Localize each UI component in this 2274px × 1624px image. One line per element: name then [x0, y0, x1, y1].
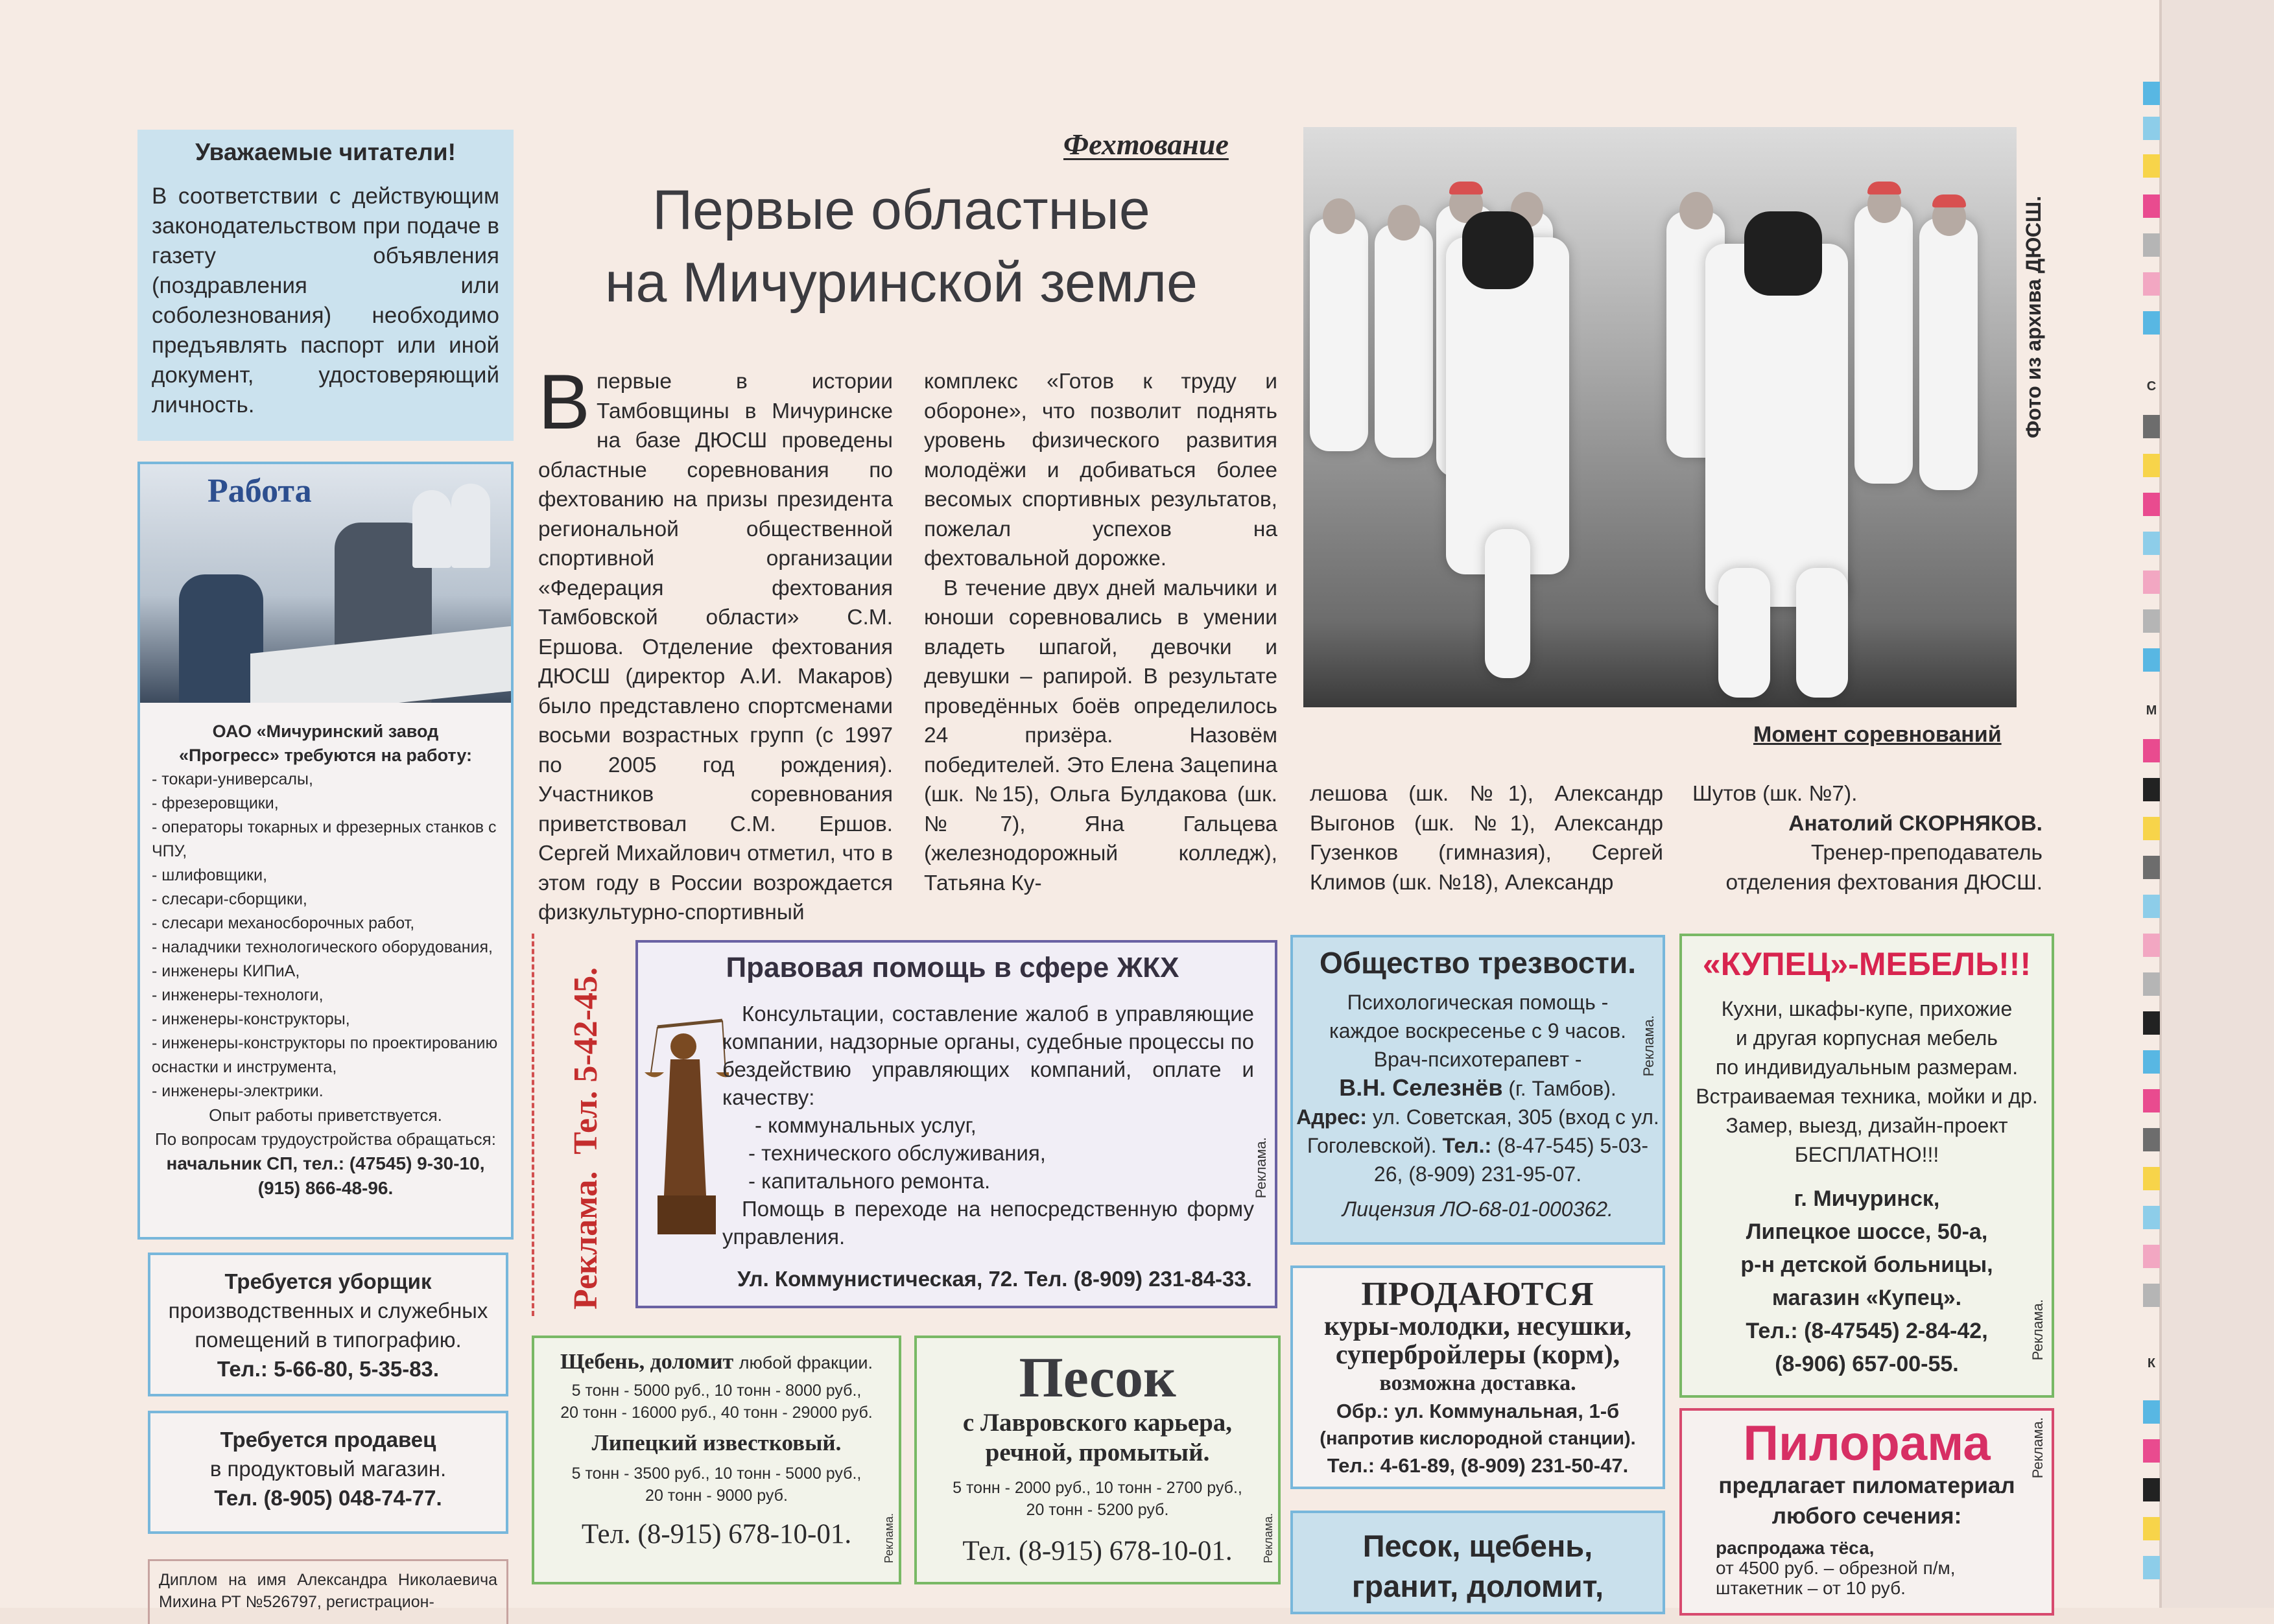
registration-letter-k: К: [2147, 1356, 2156, 1371]
jobs-experience: Опыт работы приветствуется.: [209, 1105, 442, 1125]
crushed-stone-title: Щебень, доломит: [560, 1350, 734, 1374]
sobriety-address: ул. Советская, 305 (вход с ул. Гоголевской).: [1307, 1105, 1659, 1157]
limestone-price: 20 тонн - 9000 руб.: [645, 1487, 788, 1505]
themis-statue-icon: [645, 1001, 729, 1241]
sand-phone: Тел. (8-915) 678-10-01.: [962, 1536, 1233, 1566]
kupec-line: и другая корпусная мебель: [1736, 1026, 1998, 1050]
photo-caption: Момент соревнований: [1753, 722, 2002, 747]
poultry-title: ПРОДАЮТСЯ: [1361, 1276, 1594, 1313]
sobriety-line3: Врач-психотерапевт -: [1373, 1048, 1582, 1071]
vertical-ad-label: [532, 934, 610, 1316]
sobriety-phone: (8-47-545) 5-03-26, (8-909) 231-95-07.: [1373, 1134, 1649, 1186]
legal-help-ad: [635, 940, 1277, 1308]
registration-mark: [2143, 739, 2160, 762]
sand-price: 5 тонн - 2000 руб., 10 тонн - 2700 руб.,: [953, 1479, 1242, 1497]
registration-mark: [2143, 272, 2160, 296]
list-item: - операторы токарных и фрезерных станков с ЧПУ,: [152, 818, 497, 860]
legal-help-title: Правовая помощь в сфере ЖКХ: [726, 952, 1179, 983]
kupec-line: Замер, выезд, дизайн-проект: [1725, 1114, 2008, 1137]
sand-gravel-line2: гранит, доломит,: [1351, 1569, 1604, 1603]
list-item: - токари-универсалы,: [152, 770, 313, 788]
registration-mark: [2143, 609, 2160, 633]
crushed-stone-fraction: любой фракции.: [739, 1353, 873, 1372]
diploma-notice: Диплом на имя Александра Николаевича Михина РТ №526797, регистрацион-: [148, 1559, 508, 1624]
kupec-line: по индивидуальным размерам.: [1715, 1055, 2019, 1079]
kupec-title: «КУПЕЦ»-МЕБЕЛЬ!!!: [1702, 946, 2031, 982]
ad-mark: Реклама.: [1640, 1015, 1657, 1077]
sawmill-line1: предлагает пиломатериал: [1718, 1473, 2015, 1498]
poultry-address2: (напротив кислородной станции).: [1320, 1428, 1636, 1449]
legal-help-transfer: Помощь в переходе на непосредственную форму управления.: [722, 1197, 1254, 1249]
jobs-ad: [137, 462, 514, 1240]
registration-mark: [2143, 972, 2160, 996]
article-col1-text: первые в истории Тамбовщины в Мичуринске на базе ДЮСШ проведены областные соревнования по фехтованию на призы президента региональной общественной спортивной организации «Федерация фехтования Тамбовской области» С.М. Ершова. Отделение фехтования ДЮСШ (директор А.И. Макаров) было представлено спортсменами восьми возрастных групп (с 1997 по 2005 год рождения). Участников соревнования приветствовал С.М. Ершов. Сергей Михайлович отметил, что в этом году в России возрождается физкультурно-спортивный: [538, 370, 893, 924]
ad-mark: Реклама.: [1253, 1137, 1269, 1199]
sobriety-license: Лицензия ЛО-68-01-000362.: [1342, 1197, 1613, 1221]
registration-letter-m: М: [2146, 703, 2157, 718]
registration-mark: [2143, 1128, 2160, 1151]
registration-mark: [2143, 1517, 2160, 1540]
jobs-text: [152, 720, 499, 1201]
sand-sub2: речной, промытый.: [985, 1439, 1210, 1466]
limestone-price: 5 тонн - 3500 руб., 10 тонн - 5000 руб.,: [571, 1465, 862, 1483]
sobriety-addr-label: Адрес:: [1296, 1105, 1367, 1129]
kupec-address: г. Мичуринск,: [1794, 1186, 1940, 1211]
registration-mark: [2143, 648, 2160, 672]
article-headline: [532, 174, 1271, 319]
kupec-line: БЕСПЛАТНО!!!: [1794, 1143, 1939, 1166]
fencing-photo: [1303, 127, 2017, 707]
photo-credit: Фото из архива ДЮСШ.: [2022, 195, 2045, 438]
kupec-address: р-н детской больницы,: [1740, 1253, 1993, 1277]
registration-mark: [2143, 1400, 2160, 1424]
poultry-ad: [1290, 1265, 1665, 1489]
ad-mark: Реклама.: [2030, 1299, 2046, 1361]
kupec-line: Кухни, шкафы-купе, прихожие: [1721, 997, 2013, 1020]
sand-gravel-line1: Песок, щебень,: [1362, 1529, 1593, 1563]
article-col2-p2: В течение двух дней мальчики и юноши соревновались в умении владеть шпагой, девочки и девушки – рапирой. В результате проведённых боёв определилось 24 призёра. Назовём победителей. Это Елена Зацепина (шк. №15), Ольга Булдакова (шк. №7), Яна Гальцева (железнодорожный колледж), Татьяна Ку-: [924, 576, 1277, 895]
sand-ad: [914, 1336, 1281, 1584]
registration-mark: [2143, 856, 2160, 879]
poultry-line3: возможна доставка.: [1379, 1371, 1576, 1395]
jobs-contact-line3: (915) 866-48-96.: [257, 1178, 394, 1198]
cleaner-ad: [148, 1253, 508, 1396]
sand-title: Песок: [1019, 1347, 1176, 1409]
sawmill-sale: распродажа тёса,: [1716, 1538, 1875, 1558]
poultry-line2: супербройлеры (корм),: [1335, 1340, 1620, 1370]
sobriety-doctor-city: (г. Тамбов).: [1508, 1077, 1617, 1100]
jobs-title: Работа: [207, 473, 312, 510]
sawmill-price: штакетник – от 10 руб.: [1716, 1578, 1906, 1598]
next-page-edge: [2159, 0, 2274, 1608]
registration-mark: [2143, 154, 2160, 178]
legal-help-address: Ул. Коммунистическая, 72. Тел. (8-909) 231-84-33.: [737, 1267, 1252, 1291]
sand-gravel-ad: [1290, 1511, 1665, 1614]
registration-mark: [2143, 117, 2160, 140]
list-item: - технического обслуживания,: [748, 1141, 1046, 1165]
registration-mark: [2143, 415, 2160, 438]
cleaner-title: Требуется уборщик: [224, 1269, 432, 1293]
list-item: - слесари механосборочных работ,: [152, 914, 415, 932]
article-column-4: [1692, 779, 2043, 897]
kupec-phone: (8-906) 657-00-55.: [1775, 1352, 1959, 1376]
article-column-1: [538, 359, 893, 928]
sobriety-line1: Психологическая помощь -: [1347, 991, 1609, 1014]
sawmill-line2: любого сечения:: [1771, 1503, 1962, 1529]
article-author-role1: Тренер-преподаватель: [1810, 841, 2043, 865]
list-item: - коммунальных услуг,: [755, 1113, 977, 1137]
jobs-company-line1: ОАО «Мичуринский завод: [212, 722, 439, 741]
article-author: Анатолий СКОРНЯКОВ.: [1788, 811, 2043, 836]
sobriety-title: Общество трезвости.: [1319, 946, 1637, 980]
legal-help-intro: Консультации, составление жалоб в управляющие компании, надзорные органы, судебные процессы по бездействию управляющих компаний, оплате и качеству:: [722, 1002, 1254, 1109]
registration-mark: [2143, 1167, 2160, 1190]
list-item: - инженеры-электрики.: [152, 1082, 324, 1100]
jobs-contact-line1: По вопросам трудоустройства обращаться:: [155, 1129, 496, 1149]
ad-mark: Реклама.: [2030, 1417, 2046, 1479]
crushed-stone-price: 5 тонн - 5000 руб., 10 тонн - 8000 руб.,: [571, 1382, 862, 1400]
sobriety-line2: каждое воскресенье с 9 часов.: [1329, 1019, 1626, 1042]
sawmill-price: от 4500 руб. – обрезной п/м,: [1716, 1558, 1956, 1578]
registration-mark: [2143, 233, 2160, 257]
readers-notice-title: Уважаемые читатели!: [195, 139, 456, 165]
seller-ad: [148, 1411, 508, 1534]
crushed-stone-ad: [532, 1336, 901, 1584]
seller-title: Требуется продавец: [220, 1428, 436, 1452]
article-author-role2: отделения фехтования ДЮСШ.: [1725, 870, 2043, 895]
list-item: - фрезеровщики,: [152, 794, 279, 812]
registration-mark: [2143, 1089, 2160, 1112]
registration-mark: [2143, 1284, 2160, 1307]
cleaner-line1: производственных и служебных: [168, 1299, 488, 1323]
readers-notice: [137, 130, 514, 441]
article-column-3: лешова (шк. №1), Александр Выгонов (шк. №1), Александр Гузенков (гимназия), Сергей Климов (шк. №18), Александр: [1310, 782, 1663, 895]
registration-mark: [2143, 778, 2160, 801]
sand-price: 20 тонн - 5200 руб.: [1026, 1501, 1169, 1519]
registration-mark: [2143, 817, 2160, 840]
ad-mark: Реклама.: [882, 1513, 895, 1564]
poultry-line1: куры-молодки, несушки,: [1323, 1312, 1632, 1341]
registration-mark: [2143, 1206, 2160, 1229]
list-item: - наладчики технологического оборудования,: [152, 938, 493, 956]
poultry-address: Обр.: ул. Коммунальная, 1-б: [1336, 1400, 1620, 1422]
registration-mark: [2143, 1245, 2160, 1268]
registration-mark: [2143, 454, 2160, 477]
cleaner-phone: Тел.: 5-66-80, 5-35-83.: [217, 1357, 440, 1381]
sawmill-ad: [1679, 1408, 2054, 1616]
section-rubric: Фехтование: [1063, 128, 1229, 161]
list-item: - инженеры-конструкторы,: [152, 1010, 350, 1028]
kupec-furniture-ad: [1679, 934, 2054, 1398]
list-item: - инженеры КИПиА,: [152, 962, 300, 980]
legal-help-text: [722, 1000, 1254, 1251]
article-col4-line: Шутов (шк. №7).: [1692, 782, 1858, 806]
sawmill-title: Пилорама: [1743, 1416, 1991, 1471]
registration-mark: [2143, 194, 2160, 218]
poultry-phone: Тел.: 4-61-89, (8-909) 231-50-47.: [1327, 1454, 1629, 1477]
registration-mark: [2143, 1556, 2160, 1579]
list-item: - слесари-сборщики,: [152, 890, 307, 908]
registration-mark: [2143, 934, 2160, 957]
article-column-2: [924, 367, 1277, 898]
kupec-address: Липецкое шоссе, 50-а,: [1746, 1219, 1988, 1244]
headline-line1: Первые областные: [652, 179, 1150, 241]
registration-mark: [2143, 571, 2160, 594]
sobriety-tel-label: Тел.:: [1442, 1134, 1492, 1157]
crushed-stone-price: 20 тонн - 16000 руб., 40 тонн - 29000 руб.: [560, 1404, 873, 1422]
registration-mark: [2143, 1050, 2160, 1074]
registration-mark: [2143, 1478, 2160, 1501]
registration-mark: [2143, 895, 2160, 918]
vertical-ad-rek: Реклама.: [567, 1171, 604, 1310]
registration-mark: [2143, 1011, 2160, 1035]
sobriety-doctor: В.Н. Селезнёв: [1339, 1074, 1503, 1101]
article-col2-p1: комплекс «Готов к труду и обороне», что позволит поднять уровень физического развития молодёжи и добиваться более весомых спортивных результатов, пожелал успехов на фехтовальной дорожке.: [924, 370, 1277, 571]
list-item: - инженеры-конструкторы по проектированию оснастки и инструмента,: [152, 1034, 498, 1076]
sobriety-society-ad: [1290, 935, 1665, 1245]
readers-notice-text: В соответствии с действующим законодательством при подаче в газету объявления (поздравления или соболезнования) необходимо предъявлять паспорт или иной документ, удостоверяющий личность.: [152, 183, 499, 418]
jobs-company-line2: «Прогресс» требуются на работу:: [179, 746, 472, 765]
registration-mark: [2143, 311, 2160, 335]
registration-mark: [2143, 532, 2160, 555]
jobs-contact-line2: начальник СП, тел.: (47545) 9-30-10,: [166, 1153, 485, 1173]
list-item: - капитального ремонта.: [748, 1169, 991, 1193]
seller-line1: в продуктовый магазин.: [209, 1457, 447, 1481]
cleaner-line2: помещений в типографию.: [195, 1328, 462, 1352]
registration-letter-c: С: [2146, 379, 2157, 394]
headline-line2: на Мичуринской земле: [605, 252, 1198, 314]
jobs-list: [152, 768, 499, 1103]
sand-sub1: с Лавровского карьера,: [962, 1409, 1233, 1437]
vertical-ad-text: [567, 947, 619, 1310]
kupec-address: магазин «Купец».: [1771, 1286, 1962, 1310]
vertical-ad-phone: Тел. 5-42-45.: [567, 967, 604, 1155]
kupec-phone: Тел.: (8-47545) 2-84-42,: [1746, 1319, 1988, 1343]
jobs-handshake-photo: [140, 464, 511, 703]
list-item: - шлифовщики,: [152, 866, 268, 884]
crushed-stone-phone: Тел. (8-915) 678-10-01.: [581, 1519, 852, 1549]
ad-mark: Реклама.: [1262, 1513, 1275, 1564]
kupec-line: Встраиваемая техника, мойки и др.: [1696, 1085, 2038, 1108]
registration-mark: [2143, 1439, 2160, 1463]
seller-phone: Тел. (8-905) 048-74-77.: [214, 1486, 442, 1510]
article-dropcap: В: [538, 359, 591, 445]
list-item: - инженеры-технологи,: [152, 986, 324, 1004]
registration-mark: [2143, 493, 2160, 516]
limestone-title: Липецкий известковый.: [591, 1430, 842, 1455]
registration-mark: [2143, 82, 2160, 105]
